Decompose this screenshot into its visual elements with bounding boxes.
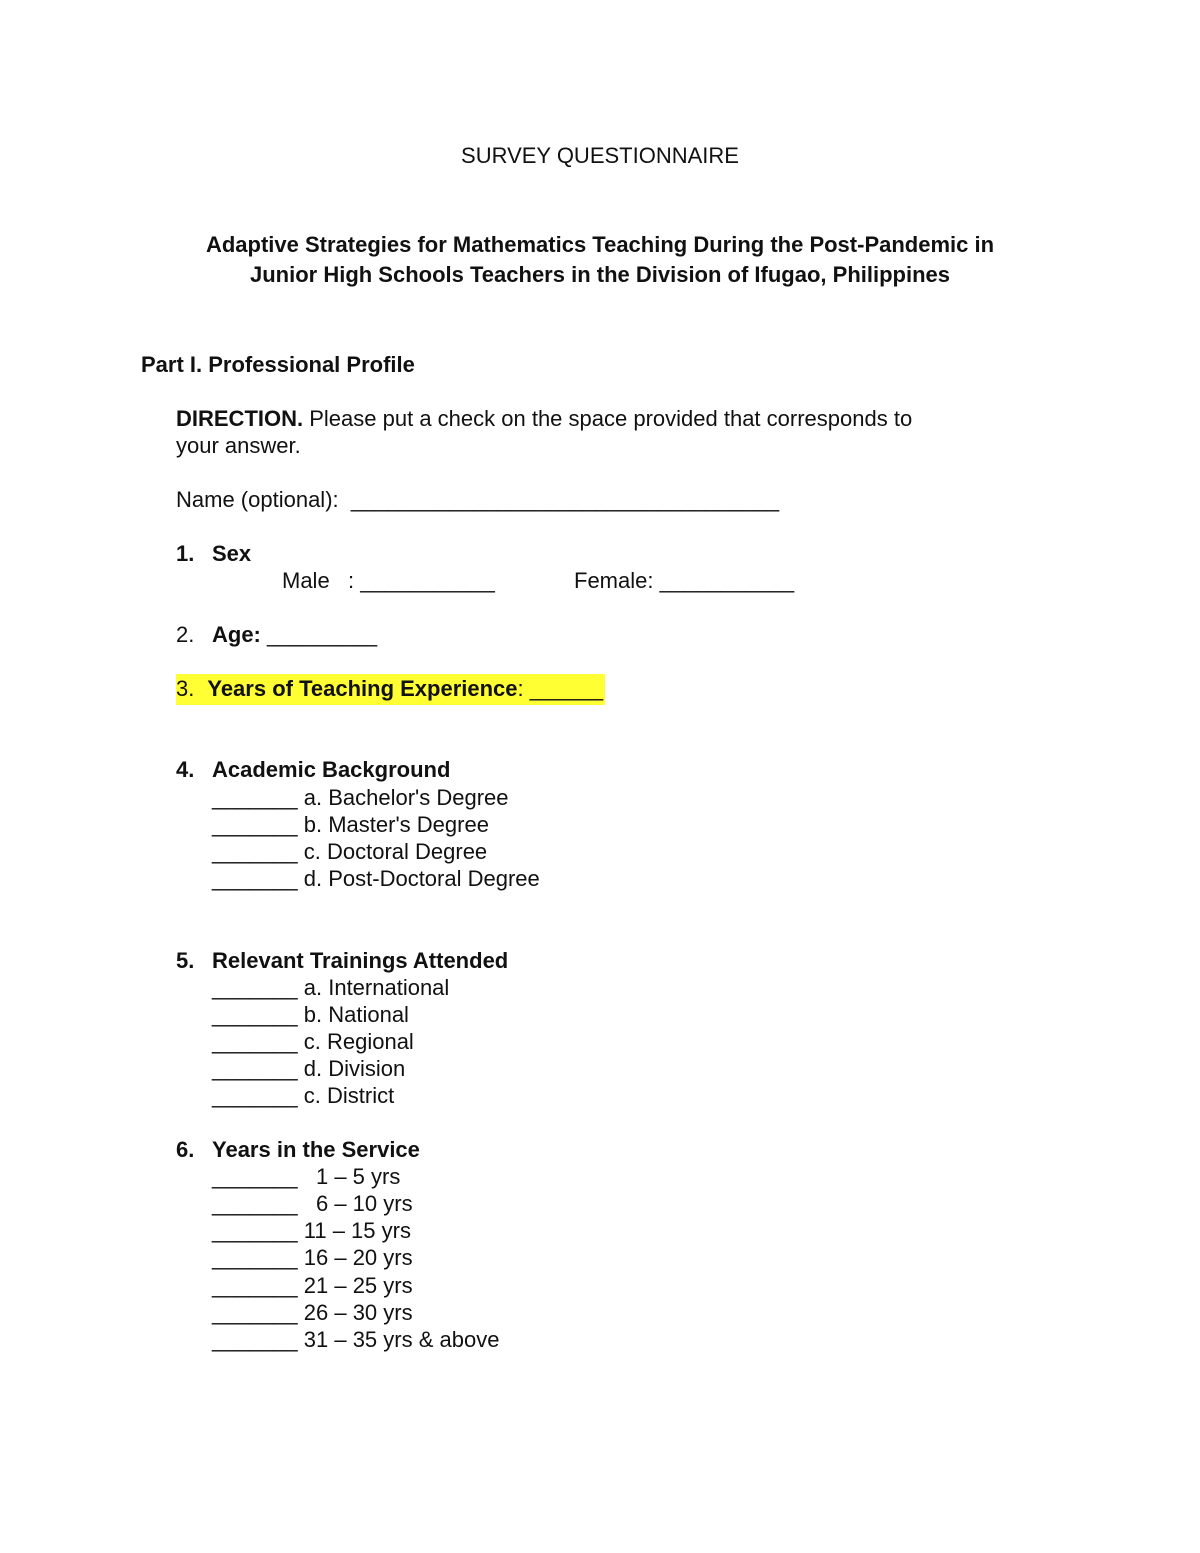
study-title-line-1: Adaptive Strategies for Mathematics Teaching During the Post-Pandemic in <box>205 232 995 257</box>
q5-option[interactable]: _______ d. Division <box>212 1056 406 1081</box>
part-heading: Part I. Professional Profile <box>141 352 415 377</box>
q4-option[interactable]: _______ b. Master's Degree <box>212 812 489 837</box>
q6-option[interactable]: _______ 1 – 5 yrs <box>212 1164 401 1189</box>
q1-label: Sex <box>212 541 252 566</box>
q5-label: Relevant Trainings Attended <box>212 948 509 973</box>
direction-label: DIRECTION. <box>176 406 304 431</box>
q3-row <box>176 678 605 700</box>
direction-line-1 <box>176 408 912 430</box>
male-field[interactable]: Male : ___________ <box>282 568 495 593</box>
q4-number: 4. <box>176 757 195 782</box>
q4-option[interactable]: _______ c. Doctoral Degree <box>212 839 488 864</box>
q1-number: 1. <box>176 541 195 566</box>
q5-option[interactable]: _______ c. Regional <box>212 1029 414 1054</box>
q2-row <box>212 624 377 646</box>
q6-option[interactable]: _______ 6 – 10 yrs <box>212 1191 413 1216</box>
study-title-line-2: Junior High Schools Teachers in the Division of Ifugao, Philippines <box>249 262 950 287</box>
direction-line-2: your answer. <box>176 433 301 458</box>
q2-number: 2. <box>176 622 195 647</box>
q3-label: Years of Teaching Experience <box>207 676 518 701</box>
q6-number: 6. <box>176 1137 195 1162</box>
q5-option[interactable]: _______ b. National <box>212 1002 409 1027</box>
q4-label: Academic Background <box>212 757 451 782</box>
document-title: SURVEY QUESTIONNAIRE <box>461 143 739 168</box>
q6-option[interactable]: _______ 26 – 30 yrs <box>212 1300 413 1325</box>
q6-label: Years in the Service <box>212 1137 420 1162</box>
q6-option[interactable]: _______ 11 – 15 yrs <box>212 1218 411 1243</box>
q6-option[interactable]: _______ 21 – 25 yrs <box>212 1273 413 1298</box>
q5-number: 5. <box>176 948 195 973</box>
age-field[interactable]: _________ <box>260 622 378 647</box>
name-field[interactable]: Name (optional): ___________________________________ <box>176 487 780 512</box>
q5-option[interactable]: _______ a. International <box>212 975 450 1000</box>
teaching-experience-field[interactable]: : ______ <box>517 676 604 701</box>
q5-option[interactable]: _______ c. District <box>212 1083 395 1108</box>
q3-number: 3. <box>176 676 195 701</box>
q4-option[interactable]: _______ a. Bachelor's Degree <box>212 785 509 810</box>
q2-label: Age: <box>212 622 261 647</box>
q6-option[interactable]: _______ 16 – 20 yrs <box>212 1245 413 1270</box>
direction-text: Please put a check on the space provided that corresponds to <box>303 406 913 431</box>
female-field[interactable]: Female: ___________ <box>574 568 795 593</box>
q4-option[interactable]: _______ d. Post-Doctoral Degree <box>212 866 540 891</box>
q6-option[interactable]: _______ 31 – 35 yrs & above <box>212 1327 500 1352</box>
